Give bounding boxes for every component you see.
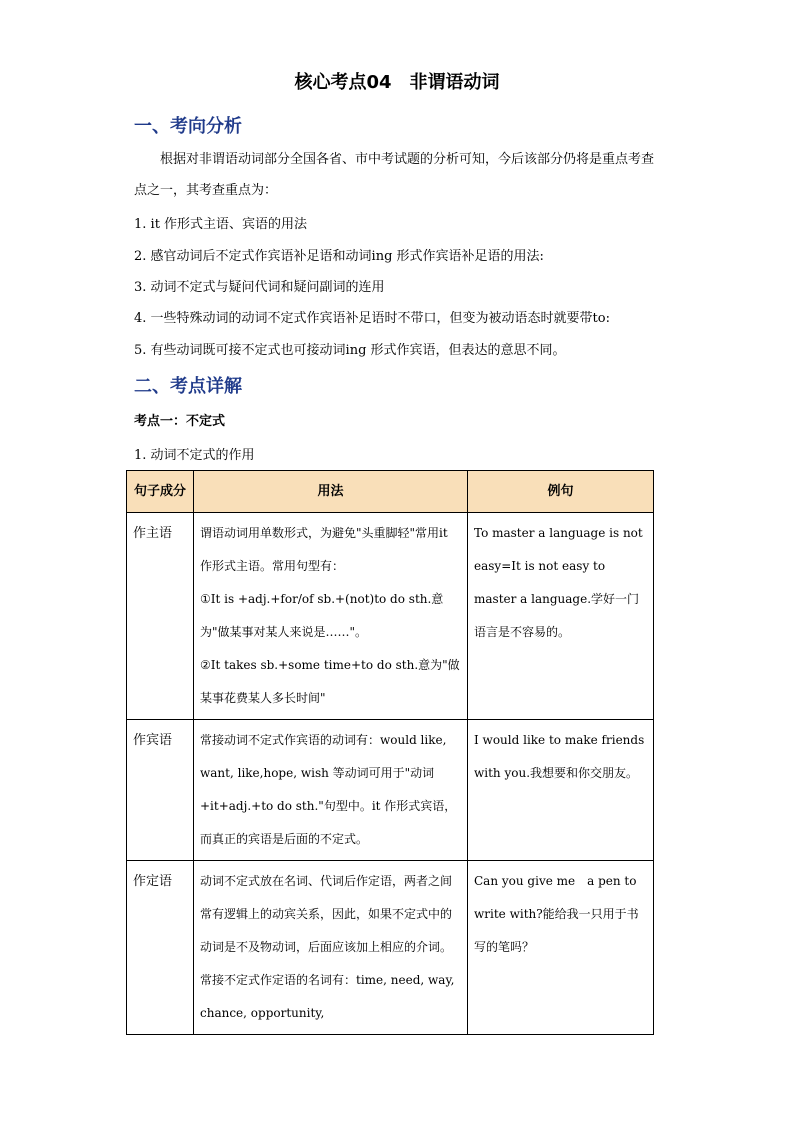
cell-example: [468, 513, 654, 720]
cell-role: 作定语: [127, 861, 194, 1035]
example-text: I would like to make friends with you.我想要和你交朋友。: [474, 733, 645, 780]
list-item: 2. 感官动词后不定式作宾语补足语和动词ing 形式作宾语补足语的用法:: [134, 249, 544, 264]
table-row: [127, 720, 654, 861]
usage-text: 常接动词不定式作宾语的动词有：would like, want, like,hope, wish 等动词可用于"动词+it+adj.+to do sth."句型中。it 作形式宾语，而真正的宾语是后面的不定式。: [200, 733, 457, 846]
cell-role: 作宾语: [127, 720, 194, 861]
usage-text: 动词不定式放在名词、代词后作定语，两者之间常有逻辑上的动宾关系，因此，如果不定式中的动词是不及物动词，后面应该加上相应的介词。常接不定式作定语的名词有：time, need, way, chance, opportunity,: [200, 874, 455, 1020]
list-item: 3. 动词不定式与疑问代词和疑问副词的连用: [134, 280, 385, 295]
usage-table: [126, 470, 654, 1035]
list-item: 1. it 作形式主语、宾语的用法: [134, 217, 308, 232]
page-title: 核心考点04 非谓语动词: [294, 72, 500, 93]
table-row: [127, 861, 654, 1035]
point-title: 考点一：不定式: [134, 414, 226, 429]
section-heading-analysis: 一、考向分析: [134, 116, 242, 137]
cell-usage: [194, 861, 468, 1035]
subheading: 1. 动词不定式的作用: [134, 448, 255, 463]
cell-example: [468, 720, 654, 861]
header-example: 例句: [468, 471, 654, 513]
table-header-row: [127, 471, 654, 513]
example-text: Can you give me a pen to write with?能给我一只用于书写的笔吗？: [474, 874, 639, 954]
header-role: 句子成分: [127, 471, 194, 513]
cell-usage: [194, 513, 468, 720]
cell-usage: [194, 720, 468, 861]
header-usage: 用法: [194, 471, 468, 513]
usage-text: 谓语动词用单数形式，为避免"头重脚轻"常用it 作形式主语。常用句型有： ①It is +adj.+for/of sb.+(not)to do sth.意为"做某事对某人来说是……"。 ②It takes sb.+some time+to do sth.意为"做某事花费某人多长时间": [200, 526, 460, 705]
cell-role: 作主语: [127, 513, 194, 720]
list-item: 4. 一些特殊动词的动词不定式作宾语补足语时不带口，但变为被动语态时就要带to:: [134, 311, 610, 326]
list-item: 5. 有些动词既可接不定式也可接动词ing 形式作宾语，但表达的意思不同。: [134, 343, 566, 358]
cell-example: [468, 861, 654, 1035]
section-heading-details: 二、考点详解: [134, 376, 242, 397]
table-row: [127, 513, 654, 720]
intro-text: 根据对非谓语动词部分全国各省、市中考试题的分析可知，今后该部分仍将是重点考查点之一，其考查重点为：: [134, 152, 655, 198]
example-text: To master a language is not easy=It is not easy to master a language.学好一门语言是不容易的。: [474, 526, 643, 639]
intro-paragraph: [134, 144, 664, 206]
